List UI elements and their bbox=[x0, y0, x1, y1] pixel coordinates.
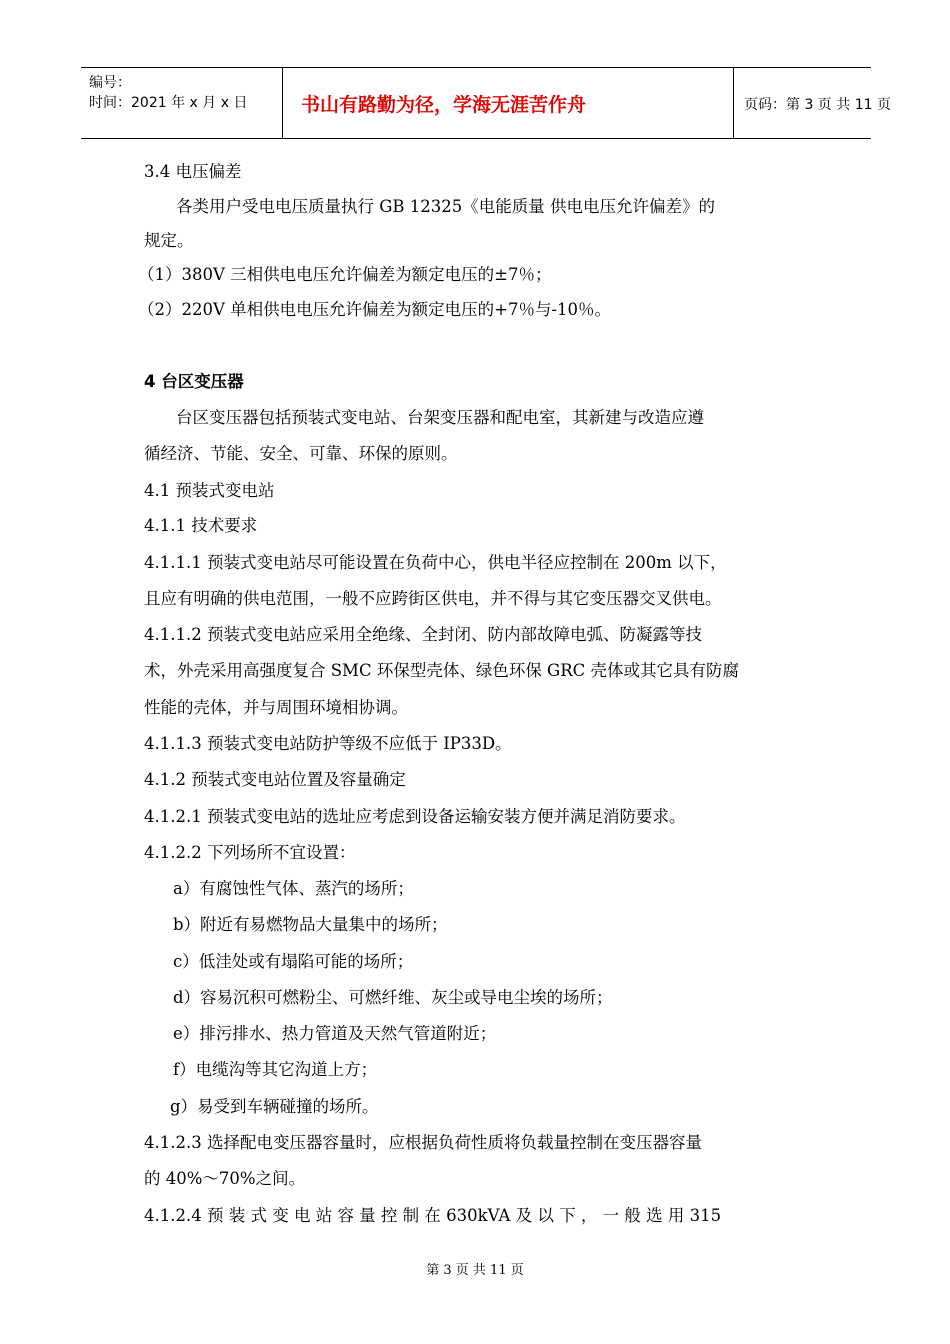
header-meta-cell bbox=[81, 68, 283, 138]
paragraph-line: 规定。 bbox=[144, 231, 194, 250]
header-motto-cell bbox=[283, 68, 734, 138]
paragraph-line: 4.1.1.3 预装式变电站防护等级不应低于 IP33D。 bbox=[144, 734, 512, 753]
list-item: （2）220V 单相供电电压允许偏差为额定电压的+7％与-10％。 bbox=[138, 300, 612, 319]
paragraph-line: 4.1.2.3 选择配电变压器容量时，应根据负荷性质将负载量控制在变压器容量 bbox=[144, 1133, 702, 1152]
header-table bbox=[81, 67, 891, 139]
motto: 书山有路勤为径，学海无涯苦作舟 bbox=[301, 94, 587, 116]
list-item: （1）380V 三相供电电压允许偏差为额定电压的±7％； bbox=[138, 265, 552, 284]
document-number-label: 编号： bbox=[89, 75, 131, 91]
section-heading-4-1-1: 4.1.1 技术要求 bbox=[144, 516, 258, 535]
paragraph-line: 的 40%～70%之间。 bbox=[144, 1169, 306, 1188]
section-heading-4-1: 4.1 预装式变电站 bbox=[144, 481, 275, 500]
paragraph-line: 4.1.1.1 预装式变电站尽可能设置在负荷中心，供电半径应控制在 200m 以下， bbox=[144, 553, 727, 572]
paragraph-line: 4.1.2.2 下列场所不宜设置： bbox=[144, 843, 356, 862]
paragraph-line: 台区变压器包括预装式变电站、台架变压器和配电室，其新建与改造应遵 bbox=[176, 408, 704, 427]
paragraph-line: 4.1.2.1 预装式变电站的选址应考虑到设备运输安装方便并满足消防要求。 bbox=[144, 807, 686, 826]
paragraph-line: 4.1.2.4 预 装 式 变 电 站 容 量 控 制 在 630kVA 及 以 下 ， 一 般 选 用 315 bbox=[144, 1206, 722, 1225]
paragraph-line: 循经济、节能、安全、可靠、环保的原则。 bbox=[144, 444, 458, 463]
header-page-info: 页码：第 3 页 共 11 页 bbox=[744, 97, 891, 113]
list-item: d）容易沉积可燃粉尘、可燃纤维、灰尘或导电尘埃的场所； bbox=[173, 988, 613, 1007]
paragraph-line: 且应有明确的供电范围，一般不应跨街区供电，并不得与其它变压器交叉供电。 bbox=[144, 589, 722, 608]
section-heading-4-1-2: 4.1.2 预装式变电站位置及容量确定 bbox=[144, 770, 406, 789]
paragraph-line: 术，外壳采用高强度复合 SMC 环保型壳体、绿色环保 GRC 壳体或其它具有防腐 bbox=[144, 661, 740, 680]
paragraph-line: 性能的壳体，并与周围环境相协调。 bbox=[144, 698, 408, 717]
document-time: 时间：2021 年 x 月 x 日 bbox=[89, 95, 248, 111]
paragraph-line: 各类用户受电电压质量执行 GB 12325《电能质量 供电电压允许偏差》的 bbox=[176, 197, 716, 216]
list-item: g）易受到车辆碰撞的场所。 bbox=[170, 1097, 379, 1116]
list-item: b）附近有易燃物品大量集中的场所； bbox=[173, 915, 448, 934]
list-item: f）电缆沟等其它沟道上方； bbox=[173, 1060, 378, 1079]
section-heading-4: 4 台区变压器 bbox=[144, 372, 244, 391]
section-heading-3-4: 3.4 电压偏差 bbox=[144, 162, 242, 181]
header-page-cell bbox=[734, 68, 891, 138]
list-item: c）低洼处或有塌陷可能的场所； bbox=[173, 952, 414, 971]
page-footer: 第 3 页 共 11 页 bbox=[426, 1263, 524, 1278]
list-item: e）排污排水、热力管道及天然气管道附近； bbox=[173, 1024, 497, 1043]
list-item: a）有腐蚀性气体、蒸汽的场所； bbox=[173, 879, 414, 898]
paragraph-line: 4.1.1.2 预装式变电站应采用全绝缘、全封闭、防内部故障电弧、防凝露等技 bbox=[144, 625, 702, 644]
